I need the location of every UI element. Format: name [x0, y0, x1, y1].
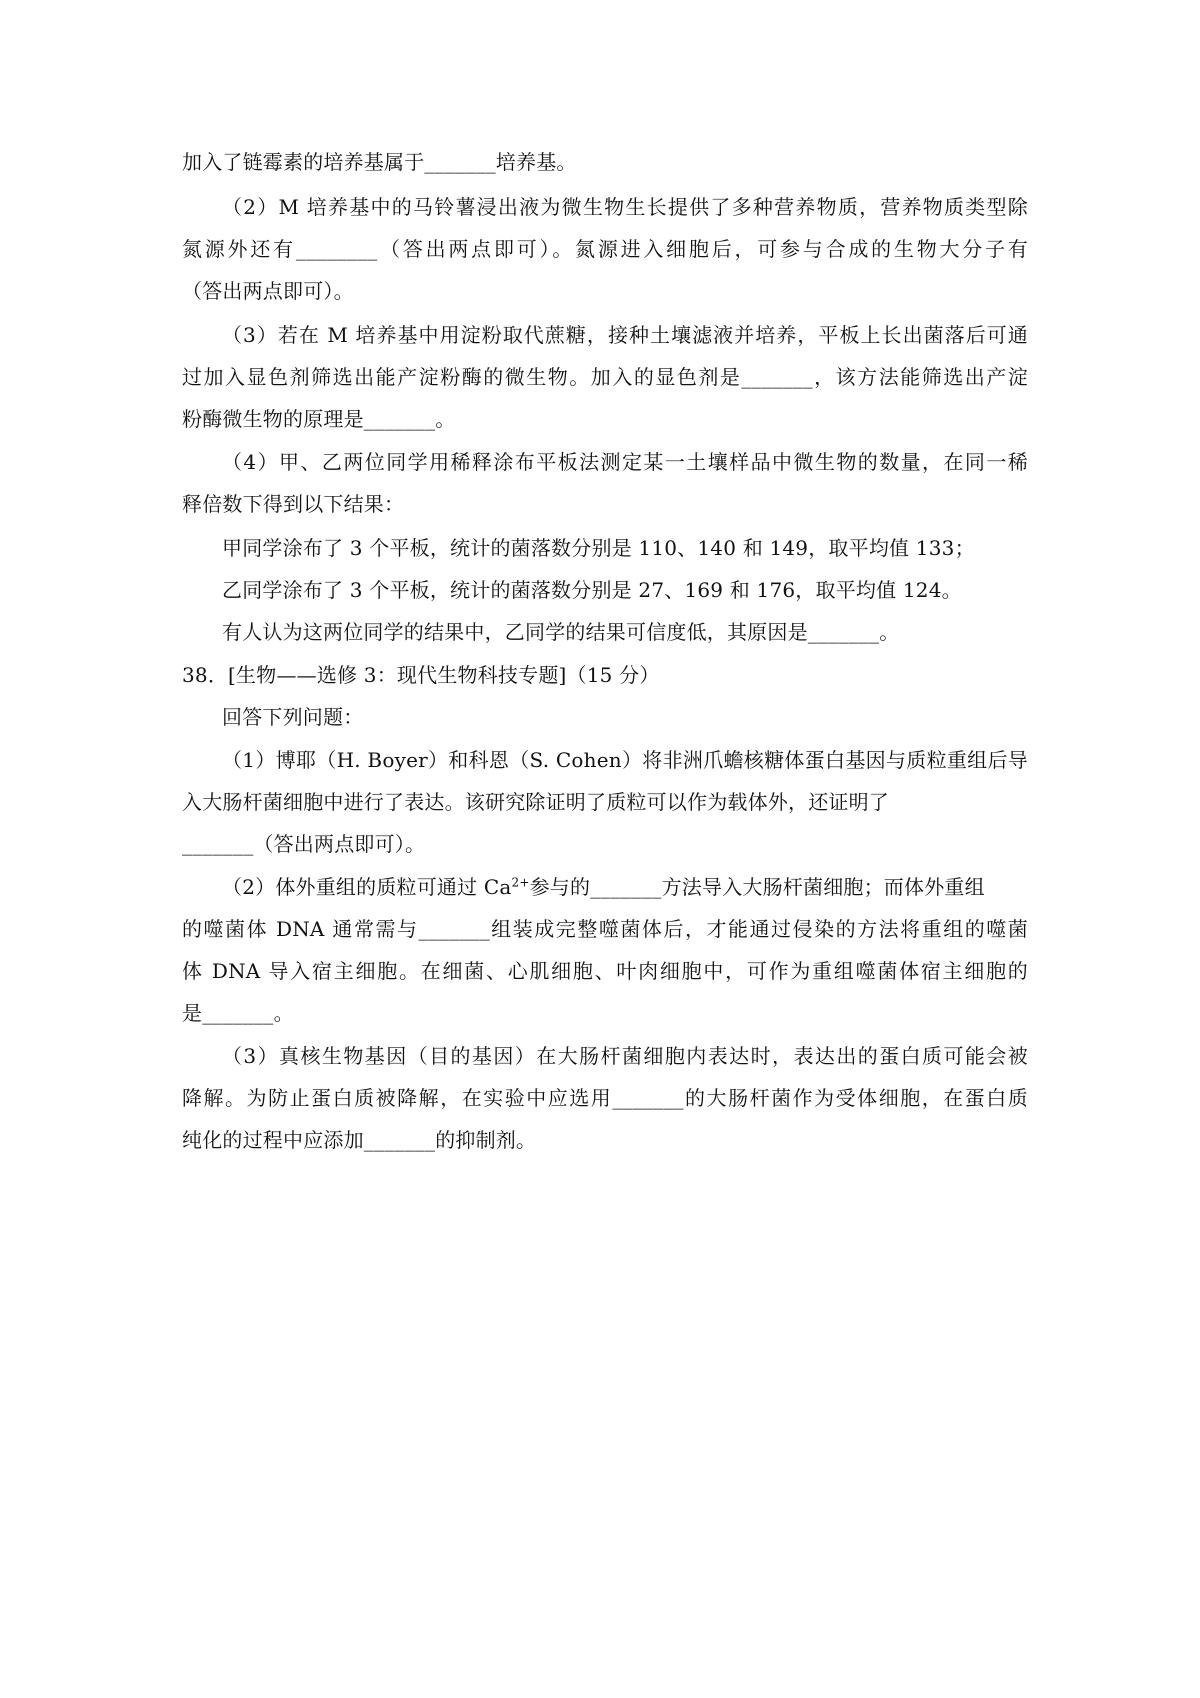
text-span: （2）体外重组的质粒可通过 Ca	[222, 875, 512, 899]
text-line: 回答下列问题：	[222, 705, 364, 729]
question-4-line: （4）甲、乙两位同学用稀释涂布平板法测定某一土壤样品中微生物的数量，在同一稀	[222, 450, 1028, 474]
text-line: 有人认为这两位同学的结果中，乙同学的结果可信度低，其原因是_______。	[222, 620, 900, 644]
text-line: 降解。为防止蛋白质被降解，在实验中应选用_______的大肠杆菌作为受体细胞，在蛋白质	[182, 1086, 1028, 1110]
superscript: 2+	[511, 875, 530, 890]
question-38-2-line	[222, 873, 985, 901]
text-line: 加入了链霉素的培养基属于_______培养基。	[182, 150, 577, 174]
question-38-1-line: （1）博耶（H. Boyer）和科恩（S. Cohen）将非洲爪蟾核糖体蛋白基因与质粒重组后导	[222, 748, 1028, 772]
text-line: 的噬菌体 DNA 通常需与_______组装成完整噬菌体后，才能通过侵染的方法将重组的噬菌	[182, 917, 1028, 941]
text-line: 释倍数下得到以下结果：	[182, 492, 405, 516]
question-2-line: （2）M 培养基中的马铃薯浸出液为微生物生长提供了多种营养物质，营养物质类型除	[222, 195, 1028, 219]
text-line: （答出两点即可）。	[182, 279, 354, 303]
text-line: 入大肠杆菌细胞中进行了表达。该研究除证明了质粒可以作为载体外，还证明了	[182, 790, 889, 814]
result-jia-line: 甲同学涂布了 3 个平板，统计的菌落数分别是 110、140 和 149，取平均值 133；	[222, 536, 975, 560]
text-line: 过加入显色剂筛选出能产淀粉酶的微生物。加入的显色剂是_______，该方法能筛选出产淀	[182, 365, 1028, 389]
text-line: 是_______。	[182, 1001, 294, 1025]
text-line: _______（答出两点即可）。	[182, 832, 426, 856]
text-line: 体 DNA 导入宿主细胞。在细菌、心肌细胞、叶肉细胞中，可作为重组噬菌体宿主细胞的	[182, 959, 1028, 983]
text-line: 纯化的过程中应添加_______的抑制剂。	[182, 1128, 537, 1152]
result-yi-line: 乙同学涂布了 3 个平板，统计的菌落数分别是 27、169 和 176，取平均值 124。	[222, 578, 962, 602]
question-3-line: （3）若在 M 培养基中用淀粉取代蔗糖，接种土壤滤液并培养，平板上长出菌落后可通	[222, 323, 1028, 347]
text-line: 氮源外还有________（答出两点即可）。氮源进入细胞后，可参与合成的生物大分子有	[182, 237, 1028, 261]
text-line: 粉酶微生物的原理是_______。	[182, 407, 456, 431]
question-38-3-line: （3）真核生物基因（目的基因）在大肠杆菌细胞内表达时，表达出的蛋白质可能会被	[222, 1044, 1028, 1068]
text-span: 参与的_______方法导入大肠杆菌细胞；而体外重组	[529, 875, 985, 899]
question-38-heading: 38．[生物——选修 3：现代生物科技专题]（15 分）	[182, 663, 660, 687]
